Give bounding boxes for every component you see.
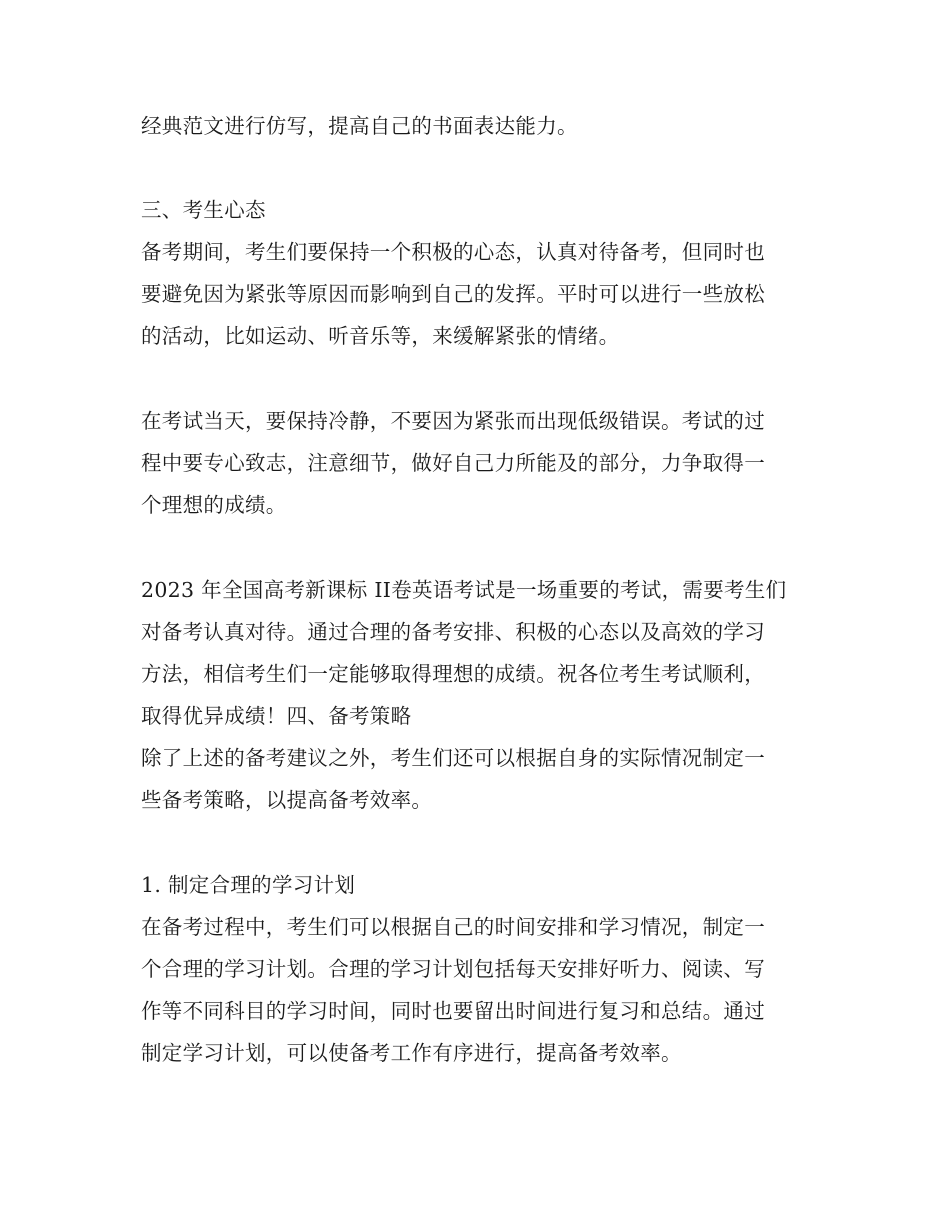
text-line: 个理想的成绩。 bbox=[141, 493, 287, 517]
text-line: 2023 年全国高考新课标 II卷英语考试是一场重要的考试，需要考生们 bbox=[141, 578, 787, 602]
text-line: 些备考策略，以提高备考效率。 bbox=[141, 788, 433, 812]
text-line: 取得优异成绩！四、备考策略 bbox=[141, 704, 412, 728]
text-line: 在考试当天，要保持冷静，不要因为紧张而出现低级错误。考试的过 bbox=[141, 409, 765, 433]
text-line: 的活动，比如运动、听音乐等，来缓解紧张的情绪。 bbox=[141, 324, 620, 348]
text-line: 个合理的学习计划。合理的学习计划包括每天安排好听力、阅读、写 bbox=[141, 957, 765, 981]
text-line: 方法，相信考生们一定能够取得理想的成绩。祝各位考生考试顺利， bbox=[141, 662, 765, 686]
text-line: 在备考过程中，考生们可以根据自己的时间安排和学习情况，制定一 bbox=[141, 915, 765, 939]
text-line: 制定学习计划，可以使备考工作有序进行，提高备考效率。 bbox=[141, 1041, 682, 1065]
text-line: 作等不同科目的学习时间，同时也要留出时间进行复习和总结。通过 bbox=[141, 999, 765, 1023]
section-heading: 三、考生心态 bbox=[141, 198, 266, 222]
text-line: 经典范文进行仿写，提高自己的书面表达能力。 bbox=[141, 114, 578, 138]
text-line: 对备考认真对待。通过合理的备考安排、积极的心态以及高效的学习 bbox=[141, 620, 765, 644]
subsection-heading: 1. 制定合理的学习计划 bbox=[141, 873, 356, 897]
text-line: 程中要专心致志，注意细节，做好自己力所能及的部分，力争取得一 bbox=[141, 451, 765, 475]
text-line: 备考期间，考生们要保持一个积极的心态，认真对待备考，但同时也 bbox=[141, 240, 765, 264]
text-line: 除了上述的备考建议之外，考生们还可以根据自身的实际情况制定一 bbox=[141, 746, 765, 770]
text-line: 要避免因为紧张等原因而影响到自己的发挥。平时可以进行一些放松 bbox=[141, 282, 765, 306]
